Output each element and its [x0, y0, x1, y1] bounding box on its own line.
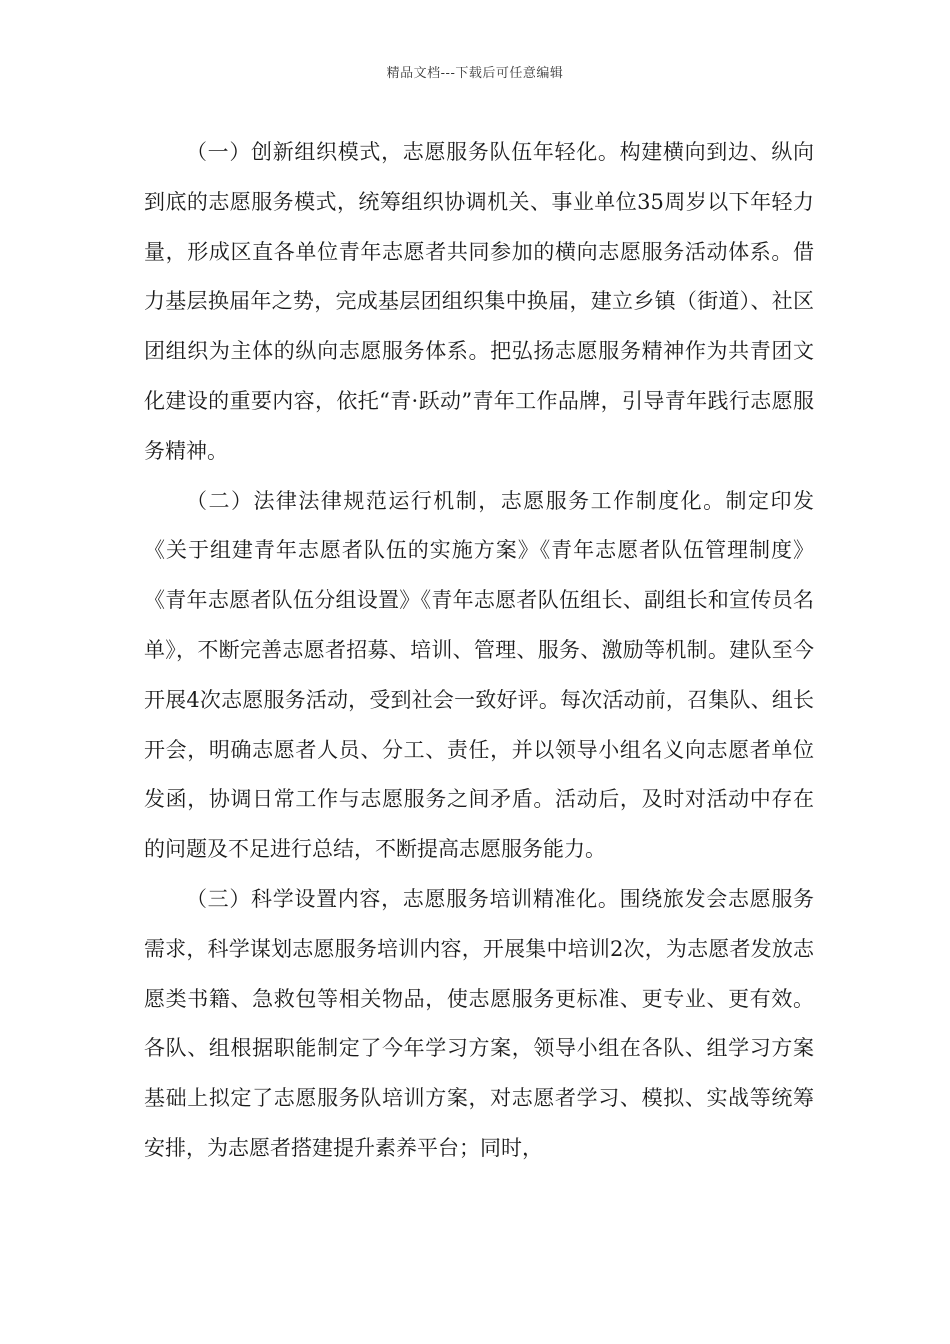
- paragraph-3: （三）科学设置内容，志愿服务培训精准化。围绕旅发会志愿服务需求，科学谋划志愿服务培训内容，开展集中培训2次，为志愿者发放志愿类书籍、急救包等相关物品，使志愿服务更标准、更专业、更有效。各队、组根据职能制定了今年学习方案，领导小组在各队、组学习方案基础上拟定了志愿服务队培训方案，对志愿者学习、模拟、实战等统筹安排，为志愿者搭建提升素养平台；同时，: [144, 886, 814, 1160]
- document-body: [144, 128, 814, 1174]
- paragraph-2: （二）法律法律规范运行机制，志愿服务工作制度化。制定印发《关于组建青年志愿者队伍的实施方案》《青年志愿者队伍管理制度》《青年志愿者队伍分组设置》《青年志愿者队伍组长、副组长和宣传员名单》，不断完善志愿者招募、培训、管理、服务、激励等机制。建队至今开展4次志愿服务活动，受到社会一致好评。每次活动前，召集队、组长开会，明确志愿者人员、分工、责任，并以领导小组名义向志愿者单位发函，协调日常工作与志愿服务之间矛盾。活动后，及时对活动中存在的问题及不足进行总结，不断提高志愿服务能力。: [144, 488, 814, 862]
- page-header: 精品文档---下载后可任意编辑: [386, 66, 564, 81]
- paragraph-1: （一）创新组织模式，志愿服务队伍年轻化。构建横向到边、纵向到底的志愿服务模式，统筹组织协调机关、事业单位35周岁以下年轻力量，形成区直各单位青年志愿者共同参加的横向志愿服务活动体系。借力基层换届年之势，完成基层团组织集中换届，建立乡镇（街道）、社区团组织为主体的纵向志愿服务体系。把弘扬志愿服务精神作为共青团文化建设的重要内容，依托“青·跃动”青年工作品牌，引导青年践行志愿服务精神。: [144, 140, 814, 463]
